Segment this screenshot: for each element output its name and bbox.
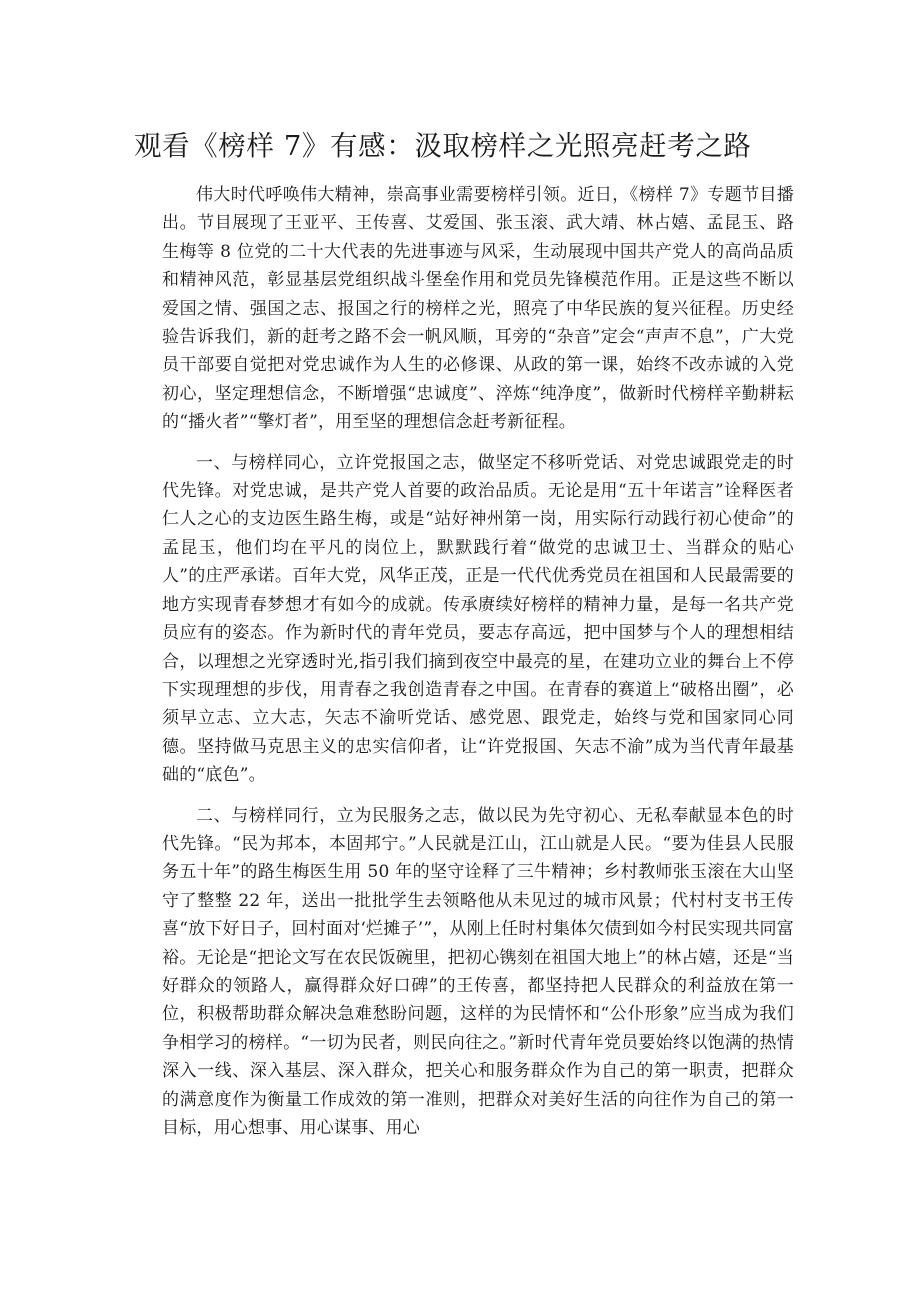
document-title: 观看《榜样 7》有感：汲取榜样之光照亮赶考之路 [134, 130, 752, 162]
intro-paragraph: 伟大时代呼唤伟大精神，崇高事业需要榜样引领。近日，《榜样 7》专题节目播出。节目展现了王亚平、王传喜、艾爱国、张玉滚、武大靖、林占嬉、孟昆玉、路生梅等 8 位党的二十大代表的先进事迹与风采，生动展现中国共产党人的高尚品质和精神风范，彰显基层党组织战斗堡垒作用和党员先锋模范作用。正是这些不断以爱国之情、强国之志、报国之行的榜样之光，照亮了中华民族的复兴征程。历史经验告诉我们，新的赶考之路不会一帆风顺，耳旁的“杂音”定会“声声不息”，广大党员干部要自觉把对党忠诚作为人生的必修课、从政的第一课，始终不改赤诚的入党初心，坚定理想信念，不断增强“忠诚度”、淬炼“纯净度”，做新时代榜样辛勤耕耘的“播火者”“擎灯者”，用至坚的理想信念赶考新征程。 [162, 185, 794, 433]
document-body [162, 181, 794, 1154]
section-one-paragraph: 一、与榜样同心，立许党报国之志，做坚定不移听党话、对党忠诚跟党走的时代先锋。对党忠诚，是共产党人首要的政治品质。无论是用“五十年诺言”诠释医者仁人之心的支边医生路生梅，或是“站好神州第一岗，用实际行动践行初心使命”的孟昆玉，他们均在平凡的岗位上，默默践行着“做党的忠诚卫士、当群众的贴心人”的庄严承诺。百年大党，风华正茂，正是一代代优秀党员在祖国和人民最需要的地方实现青春梦想才有如今的成就。传承赓续好榜样的精神力量，是每一名共产党员应有的姿态。作为新时代的青年党员，要志存高远，把中国梦与个人的理想相结合，以理想之光穿透时光,指引我们摘到夜空中最亮的星，在建功立业的舞台上不停下实现理想的步伐，用青春之我创造青春之中国。在青春的赛道上“破格出圈”，必须早立志、立大志，矢志不渝听党话、感党恩、跟党走，始终与党和国家同心同德。坚持做马克思主义的忠实信仰者，让“许党报国、矢志不渝”成为当代青年最基础的“底色”。 [162, 452, 794, 786]
section-two-paragraph: 二、与榜样同行，立为民服务之志，做以民为先守初心、无私奉献显本色的时代先锋。“民为邦本，本固邦宁。”人民就是江山，江山就是人民。“要为佳县人民服务五十年”的路生梅医生用 50 年的坚守诠释了三牛精神；乡村教师张玉滚在大山坚守了整整 22 年，送出一批批学生去领略他从未见过的城市风景；代村村支书王传喜“放下好日子，回村面对‘烂摊子’”，从刚上任时村集体欠债到如今村民实现共同富裕。无论是“把论文写在农民饭碗里，把初心镌刻在祖国大地上”的林占嬉，还是“当好群众的领路人，赢得群众好口碑”的王传喜，都坚持把人民群众的利益放在第一位，积极帮助群众解决急难愁盼问题，这样的为民情怀和“公仆形象”应当成为我们争相学习的榜样。“一切为民者，则民向往之。”新时代青年党员要始终以饱满的热情深入一线、深入基层、深入群众，把关心和服务群众作为自己的第一职责，把群众的满意度作为衡量工作成效的第一准则，把群众对美好生活的向往作为自己的第一目标，用心想事、用心谋事、用心 [162, 805, 794, 1138]
